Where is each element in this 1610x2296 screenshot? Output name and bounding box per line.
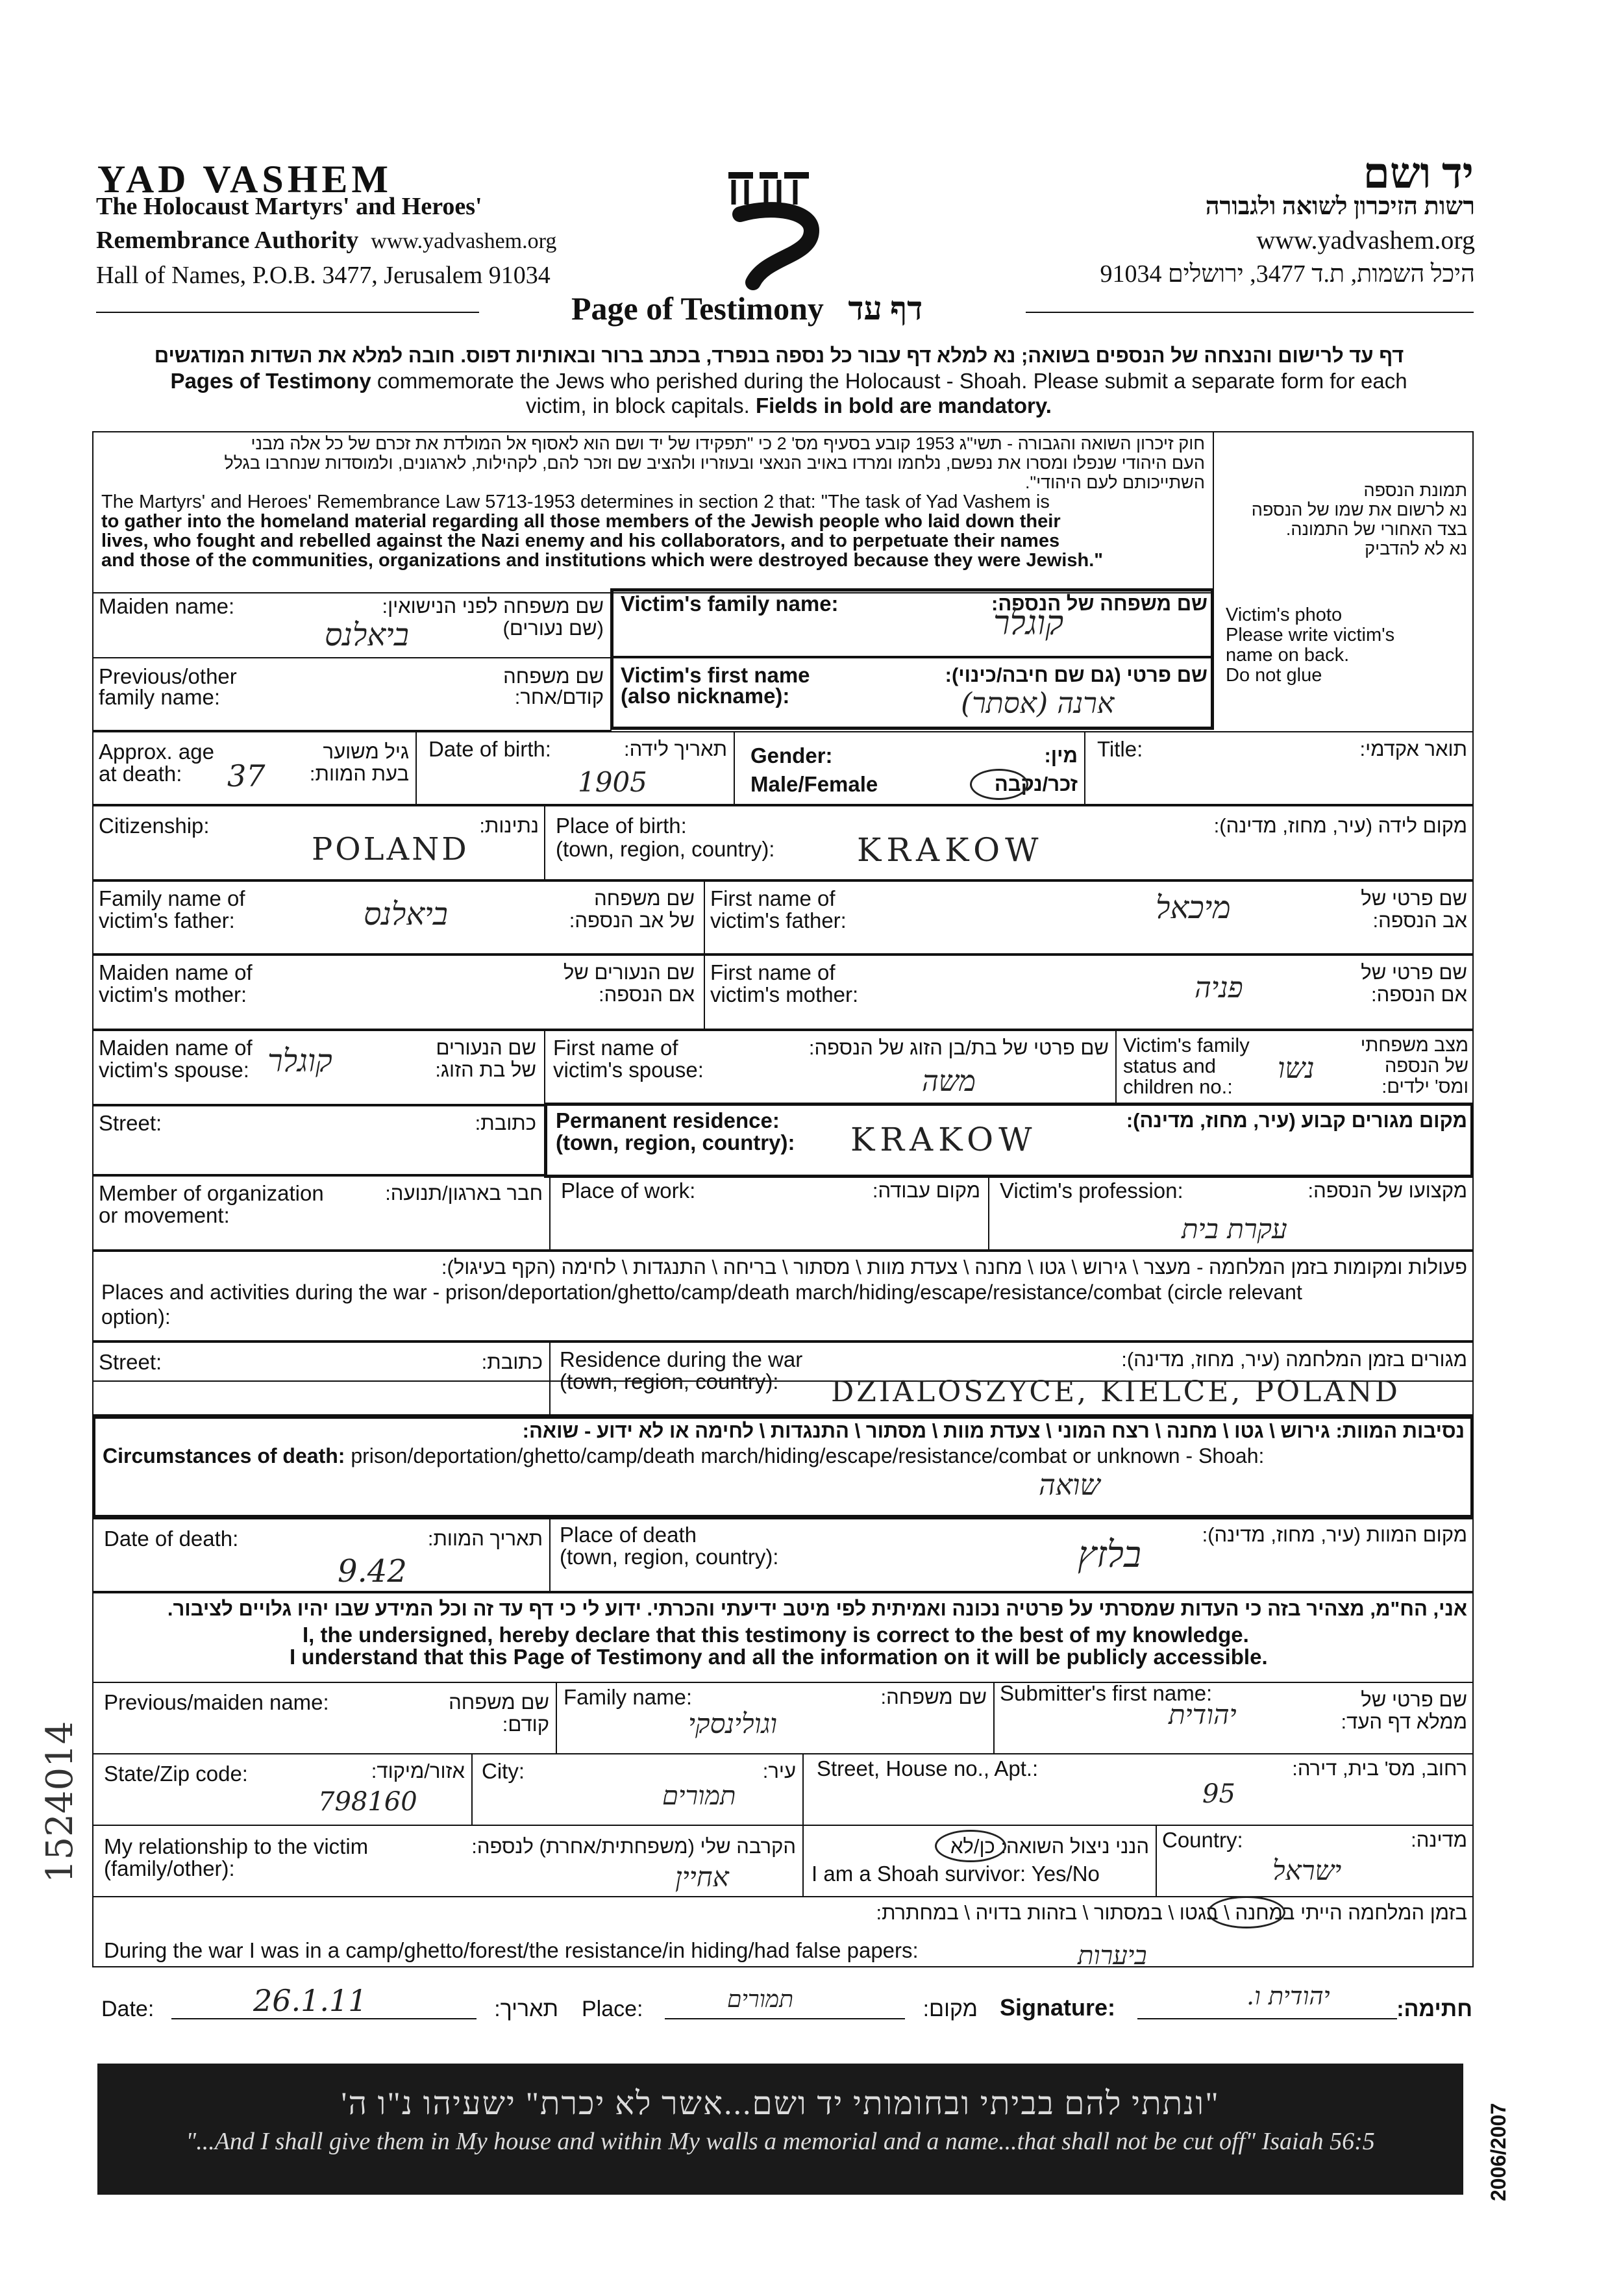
mfirst-value[interactable]: פניה	[1195, 971, 1243, 1004]
ffirst-he1: שם פרטי של	[1361, 887, 1467, 910]
mfirst-en2: victim's mother:	[710, 982, 859, 1006]
pob-value[interactable]: KRAKOW	[857, 831, 1044, 869]
photo-he4: נא לא להדביק	[1365, 539, 1467, 558]
age-he2: בעת המוות:	[309, 762, 409, 785]
law-he3: השתייכותם לעם היהודי".	[1025, 473, 1205, 492]
gender-en1: Gender:	[750, 743, 833, 767]
dob-en: Date of birth:	[428, 737, 551, 761]
gender-circle-mark	[970, 769, 1028, 800]
maiden-he2: (שם נעורים)	[502, 617, 604, 640]
sub-rel-he: הקרבה שלי (משפחתית/אחרת) לנספה:	[471, 1835, 796, 1858]
stat-he2: של הנספה	[1384, 1056, 1468, 1077]
age-he1: גיל משוער	[323, 740, 409, 763]
photo-he3: בצד האחורי של התמונה.	[1285, 519, 1467, 539]
first-he: שם פרטי (גם שם חיבה/כינוי):	[945, 664, 1208, 686]
sub-prev-en: Previous/maiden name:	[104, 1690, 329, 1714]
sig-he: חתימה:	[1396, 1997, 1472, 2021]
title-en: Page of Testimony	[571, 290, 824, 327]
sub-first-he1: שם פרטי של	[1361, 1688, 1467, 1711]
sub-city-en: City:	[482, 1759, 525, 1783]
places-en2: option):	[101, 1305, 171, 1329]
work-divider	[988, 1175, 989, 1251]
death-divider	[549, 1518, 551, 1592]
stat-en3: children no.:	[1123, 1075, 1233, 1098]
date-he: תאריך:	[494, 1997, 558, 2021]
circ-en-bold: Circumstances of death:	[103, 1444, 345, 1467]
law-he1: חוק זיכרון השואה והגבורה - תשי"ג 1953 קובע בסעיף מס' 2 כי "תפקידו של יד ושם הוא לאסוף אל המולדת את זכרם של כל אלה מבני	[251, 434, 1205, 453]
sub-row2-div1	[471, 1753, 473, 1825]
yad-vashem-logo	[714, 159, 831, 289]
photo-he1: תמונת הנספה	[1363, 480, 1467, 500]
side-year: 2006/2007	[1487, 2103, 1510, 2201]
sub-country-en: Country:	[1162, 1828, 1243, 1852]
intro-en	[97, 369, 1480, 418]
cit-divider	[544, 805, 545, 880]
prev-en2: family name:	[99, 685, 221, 709]
law-en4: and those of the communities, organizations and institutions which were destroyed because they were Jewish."	[101, 550, 1104, 571]
father-divider	[704, 880, 705, 955]
place-value[interactable]: תמורים	[727, 1986, 794, 2013]
sig-en: Signature:	[1000, 1994, 1116, 2021]
side-ref: 1524014	[39, 1721, 81, 1883]
page-title	[571, 290, 923, 327]
sub-first-en: Submitter's first name:	[1000, 1681, 1213, 1705]
photo-en4: Do not glue	[1226, 665, 1322, 686]
spouse-divider-2	[1115, 1030, 1117, 1105]
sub-surv-en[interactable]: I am a Shoah survivor: Yes/No	[811, 1862, 1100, 1886]
ffam-en1: Family name of	[99, 886, 245, 910]
prof-value[interactable]: עקרת בית	[1182, 1213, 1287, 1245]
wres-value[interactable]: DZIALOSZYCE, KIELCE, POLAND	[831, 1375, 1400, 1408]
pob-en2: (town, region, country):	[556, 837, 775, 861]
sub-row3-top	[92, 1825, 1474, 1826]
intro-he: דף עד לרישום והנצחה של הנספים בשואה; נא למלא דף עבור כל נספה בנפרד, בכתב ברור ובאותיות דפוס. חובה למלא את השדות המודגשים	[154, 344, 1404, 367]
dod-he: תאריך המוות:	[427, 1527, 543, 1550]
sub-row3-div1	[802, 1825, 804, 1896]
photo-en2: Please write victim's	[1226, 625, 1395, 645]
sub-row1-top	[92, 1682, 1474, 1683]
res-value[interactable]: KRAKOW	[850, 1121, 1037, 1158]
circ-value[interactable]: שואה	[1039, 1469, 1100, 1502]
work-en: Place of work:	[561, 1179, 696, 1203]
gender-en2: Male/Female	[750, 772, 878, 796]
title-rule-left	[96, 312, 479, 313]
sp-en1: Maiden name of	[99, 1036, 253, 1060]
cit-he: נתינות:	[479, 814, 539, 837]
ffirst-value[interactable]: מיכאל	[1156, 890, 1231, 926]
mmaid-en1: Maiden name of	[99, 960, 253, 984]
ffirst-en1: First name of	[710, 886, 836, 910]
spf-en1: First name of	[553, 1036, 678, 1060]
decl-en2: I understand that this Page of Testimony and all the information on it will be publicly accessible.	[290, 1645, 1268, 1669]
org-en1: Member of organization	[99, 1181, 324, 1205]
spf-value[interactable]: משה	[922, 1065, 976, 1098]
street-he: כתובת:	[475, 1112, 536, 1134]
prof-he: מקצועו של הנספה:	[1307, 1179, 1467, 1202]
photo-en	[1226, 605, 1472, 686]
law-en1: The Martyrs' and Heroes' Remembrance Law 5713-1953 determines in section 2 that: "The task of Yad Vashem is	[101, 492, 1050, 512]
dob-value[interactable]: 1905	[578, 766, 647, 798]
sub-rel-en1: My relationship to the victim	[104, 1834, 369, 1858]
wres-en2: (town, region, country):	[560, 1369, 779, 1393]
circ-he: נסיבות המוות: גירוש \ גטו \ מחנה \ רצח המוני \ צעדת מוות \ מסתור \ התנגדות \ לחימה או לא ידוע - שואה:	[522, 1419, 1465, 1442]
banner-he: "ונתתי להם בביתי ובחומותי יד ושם...אשר לא יכרת" ישעיהו נ"ו ה'	[341, 2085, 1220, 2121]
age-divider	[415, 731, 417, 805]
gender-he2[interactable]: זכר/נקבה	[994, 773, 1078, 795]
mmaid-he2: אם הנספה:	[598, 983, 695, 1006]
mfirst-en1: First name of	[710, 960, 836, 984]
sub-row2-div2	[802, 1753, 804, 1825]
photo-he2: נא לרשום את שמו של הנספה	[1251, 500, 1467, 519]
res-he: מקום מגורים קבוע (עיר, מחוז, מדינה):	[1126, 1109, 1467, 1132]
sub-war-en: During the war I was in a camp/ghetto/forest/the resistance/in hiding/had false papers:	[104, 1938, 919, 1962]
title-rule-right	[1026, 312, 1474, 313]
law-he2: העם היהודי שנפלו ומסרו את נפשם, נלחמו ומרדו באויב הנאצי ובעוזריו ולהציב שם וזכר להם, לקהילות, לארגונים, ולמוסדות שנחרבו בגלל	[224, 453, 1205, 473]
pod-en1: Place of death	[560, 1523, 697, 1547]
res-en2: (town, region, country):	[556, 1130, 795, 1154]
dod-value[interactable]: 9.42	[338, 1553, 407, 1590]
sp-en2: victim's spouse:	[99, 1058, 249, 1082]
stat-he1: מצב משפחתי	[1360, 1035, 1468, 1056]
maiden-value: ביאלנס	[325, 617, 409, 653]
age-value[interactable]: 37	[227, 758, 266, 793]
sub-prev-he2: קודם:	[502, 1713, 549, 1736]
dod-en: Date of death:	[104, 1527, 239, 1551]
header-cut-en: YAD VASHEM	[97, 158, 393, 201]
stat-value[interactable]: נשו	[1278, 1052, 1315, 1085]
work-he: מקום עבודה:	[872, 1179, 980, 1202]
wres-he: מגורים בזמן המלחמה (עיר, מחוז, מדינה):	[1121, 1348, 1467, 1371]
gender-he1: מין:	[1044, 744, 1078, 767]
age-en1: Approx. age	[99, 740, 214, 764]
age-en2: at death:	[99, 762, 182, 786]
spf-he: שם פרטי של בת/בן הזוג של הנספה:	[808, 1036, 1109, 1059]
org-line3: Hall of Names, P.O.B. 3477, Jerusalem 91034	[96, 262, 551, 289]
sub-prev-he1: שם משפחה	[449, 1691, 549, 1714]
law-text	[101, 434, 1205, 570]
pod-value[interactable]: בלזץ	[1078, 1534, 1141, 1576]
places-he: פעולות ומקומות בזמן המלחמה - מעצר \ גירוש \ גטו \ מחנה \ צעדת מוות \ מסתור \ בריחה \ התנגדות \ לחימה (הקף בעיגול):	[441, 1256, 1467, 1279]
prof-en: Victim's profession:	[1000, 1179, 1183, 1203]
date-line	[171, 2018, 477, 2019]
date-value[interactable]: 26.1.11	[253, 1983, 367, 2018]
sub-first-he2: ממלא דף העד:	[1341, 1710, 1467, 1733]
intro-en-bold: Pages of Testimony	[170, 369, 371, 393]
ffam-value[interactable]: ביאלנס	[364, 896, 448, 932]
sub-row3-div2	[1156, 1825, 1157, 1896]
circ-en	[103, 1444, 1264, 1467]
sub-street-he: רחוב, מס' בית, דירה:	[1292, 1757, 1467, 1780]
sub-zip-value[interactable]: 798160	[318, 1787, 417, 1817]
title-he: דף עד	[848, 290, 923, 327]
org-line2: Remembrance Authority	[96, 227, 359, 254]
first-en2: (also nickname):	[621, 684, 790, 708]
mother-divider	[704, 955, 705, 1030]
ffirst-en2: victim's father:	[710, 908, 847, 932]
circ-en-rest: prison/deportation/ghetto/camp/death march/hiding/escape/resistance/combat or unknown - Shoah:	[351, 1444, 1265, 1467]
survivor-circle-mark	[935, 1830, 1006, 1862]
he-url: www.yadvashem.org	[1256, 225, 1475, 255]
sub-zip-he: אזור/מיקוד:	[371, 1760, 465, 1782]
org-divider	[549, 1175, 551, 1251]
sub-street-en: Street, House no., Apt.:	[817, 1756, 1039, 1780]
sub-country-value[interactable]: ישראל	[1272, 1854, 1342, 1886]
ffirst-he2: אב הנספה:	[1372, 909, 1467, 932]
mmaid-he1: שם הנעורים של	[563, 961, 695, 984]
sub-fam-en: Family name:	[564, 1685, 693, 1709]
sub-fam-he: שם משפחה:	[880, 1686, 987, 1708]
mfirst-he1: שם פרטי של	[1361, 961, 1467, 984]
sub-row1-div1	[556, 1682, 557, 1753]
sub-row4-top	[92, 1896, 1474, 1897]
title-en-label: Title:	[1097, 737, 1143, 761]
intro-en-line2: victim, in block capitals.	[526, 393, 750, 418]
sub-street-value[interactable]: 95	[1202, 1779, 1235, 1809]
pod-he: מקום המוות (עיר, מחוז, מדינה):	[1202, 1523, 1467, 1546]
sig-value[interactable]: יהודית ו.	[1246, 1982, 1330, 2010]
first-value: ארנה (אסתר)	[961, 687, 1115, 720]
spf-en2: victim's spouse:	[553, 1058, 704, 1082]
sub-first-value[interactable]: יהודית	[1169, 1699, 1237, 1730]
mfirst-he2: אם הנספה:	[1370, 983, 1467, 1006]
sub-fam-value[interactable]: וגולינסקי	[688, 1708, 778, 1740]
dob-he: תאריך לידה:	[623, 738, 727, 760]
ffam-en2: victim's father:	[99, 908, 235, 932]
mmaid-en2: victim's mother:	[99, 982, 247, 1006]
sp-value[interactable]: קוגלר	[267, 1043, 332, 1079]
stat-en1: Victim's family	[1123, 1034, 1250, 1056]
family-he: שם משפחה של הנספה:	[991, 592, 1208, 615]
maiden-divider	[92, 657, 612, 658]
org-line1: The Holocaust Martyrs' and Heroes'	[96, 193, 482, 220]
places-en1: Places and activities during the war - prison/deportation/ghetto/camp/death march/hiding/escape/resistance/combat (circle relevant	[101, 1280, 1302, 1304]
place-he: מקום:	[923, 1997, 978, 2021]
org-he: חבר בארגון/תנועה:	[385, 1182, 543, 1204]
pob-he: מקום לידה (עיר, מחוז, מדינה):	[1213, 814, 1467, 837]
first-en1: Victim's first name	[621, 663, 810, 687]
org-en2: or movement:	[99, 1203, 230, 1227]
org-url: www.yadvashem.org	[371, 229, 557, 253]
header-cut-he: יד ושם	[1363, 150, 1474, 197]
prev-en1: Previous/other	[99, 664, 237, 688]
spouse-divider-1	[544, 1030, 545, 1105]
sub-city-he: עיר:	[762, 1760, 796, 1782]
quote-banner	[97, 2064, 1463, 2195]
cit-value[interactable]: POLAND	[312, 831, 469, 867]
org-block-he	[1100, 190, 1475, 291]
family-value: קוגלר	[993, 604, 1064, 643]
family-divider	[610, 656, 1214, 658]
war-res-divider	[549, 1341, 551, 1416]
prev-he1: שם משפחה	[503, 665, 604, 688]
photo-en1: Victim's photo	[1226, 605, 1343, 625]
sub-row2-top	[92, 1753, 1474, 1754]
decl-he: אני, הח"מ, מצהיר בזה כי העדות שמסרתי על פרטיה נכונה ואמיתית לפי מיטב ידיעתי והכרתי. ידוע לי כי דף עד זה וכל המידע שבו יהיו גלויים לציבור.	[167, 1597, 1467, 1620]
sp-he1: שם הנעורים	[436, 1036, 536, 1059]
photo-en3: name on back.	[1226, 645, 1350, 666]
ffam-he1: שם משפחה	[594, 887, 695, 910]
sig-line	[1137, 2018, 1397, 2019]
org-block-en	[96, 190, 556, 292]
sp-he2: של בת הזוג:	[435, 1058, 536, 1081]
sub-zip-en: State/Zip code:	[104, 1762, 248, 1786]
decl-en1: I, the undersigned, hereby declare that this testimony is correct to the best of my knowledge.	[303, 1623, 1249, 1647]
intro-en-rest: commemorate the Jews who perished during the Holocaust - Shoah. Please submit a separate form for each	[377, 369, 1407, 393]
res-en1: Permanent residence:	[556, 1108, 780, 1132]
sub-rel-en2: (family/other):	[104, 1856, 235, 1880]
sub-city-value[interactable]: תמורים	[662, 1781, 736, 1811]
stat-he3: ומס' ילדים:	[1381, 1077, 1468, 1097]
place-line	[665, 2018, 905, 2019]
pod-en2: (town, region, country):	[560, 1545, 779, 1569]
sub-country-he: מדינה:	[1411, 1828, 1467, 1851]
place-en: Place:	[582, 1997, 643, 2021]
street-en: Street:	[99, 1111, 162, 1135]
sub-war-he[interactable]: בזמן המלחמה הייתי במחנה \ בגטו \ במסתור \ בזהות בדויה \ במחתרת:	[876, 1901, 1467, 1924]
sub-war-value[interactable]: ביערות	[1078, 1941, 1147, 1971]
ffam-he2: של אב הנספה:	[569, 909, 695, 932]
wres-en1: Residence during the war	[560, 1347, 803, 1371]
sub-surv-he[interactable]: הנני ניצול השואה: כן/לא	[950, 1835, 1149, 1858]
cit-en: Citizenship:	[99, 814, 210, 838]
family-en: Victim's family name:	[621, 592, 839, 616]
sub-rel-value[interactable]: אחיין	[675, 1861, 729, 1893]
title-he-label: תואר אקדמי:	[1359, 738, 1467, 760]
sub-row1-div2	[993, 1682, 995, 1753]
banner-en: "...And I shall give them in My house and within My walls a memorial and a name...that shall not be cut off" Isaiah 56:5	[186, 2128, 1375, 2155]
intro-en-line2-bold: Fields in bold are mandatory.	[755, 393, 1052, 418]
dob-divider	[734, 731, 735, 805]
maiden-he: שם משפחה לפני הנישואין:	[382, 595, 604, 618]
pob-en1: Place of birth:	[556, 814, 687, 838]
street2-en: Street:	[99, 1350, 162, 1374]
he-line3: היכל השמות, ת.ד 3477, ירושלים 91034	[1100, 260, 1475, 288]
maiden-en: Maiden name:	[99, 594, 235, 618]
prev-he2: קודם/אחר:	[514, 686, 604, 708]
stat-en2: status and	[1123, 1054, 1217, 1077]
gender-divider	[1084, 731, 1085, 805]
photo-he	[1220, 480, 1467, 558]
camp-circle-mark	[1208, 1896, 1285, 1928]
date-en: Date:	[101, 1997, 155, 2021]
he-line1: רשות הזיכרון לשואה ולגבורה	[1205, 193, 1475, 220]
law-en2: to gather into the homeland material regarding all those members of the Jewish people who laid down their	[101, 511, 1061, 532]
street2-he: כתובת:	[481, 1351, 543, 1373]
law-en3: lives, who fought and rebelled against the Nazi enemy and his collaborators, and to perpetuate their names	[101, 530, 1060, 551]
